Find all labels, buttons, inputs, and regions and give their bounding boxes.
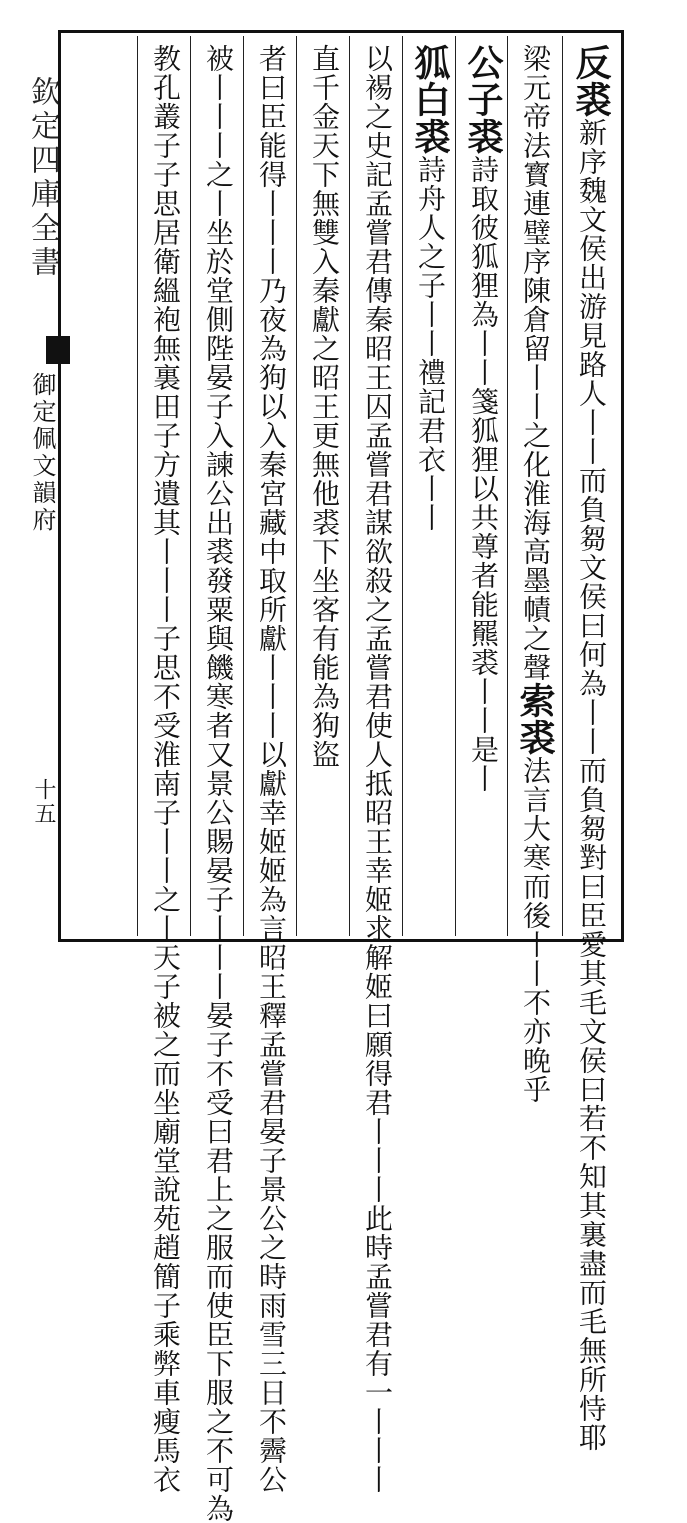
entry-text: 梁元帝法寳連璧序陳倉留丨丨之化淮海高墨幘之聲 bbox=[519, 44, 552, 682]
text-column bbox=[142, 44, 188, 1494]
text-column bbox=[568, 44, 614, 1452]
entry-heading: 索裘 bbox=[514, 682, 556, 756]
entry-heading: 反裘 bbox=[570, 44, 612, 118]
margin-header: 欽定四庫全書 bbox=[25, 76, 60, 280]
text-column bbox=[460, 44, 506, 924]
entry-text: 以裼之史記孟嘗君傳秦昭王囚孟嘗君謀欲殺之孟嘗君使人抵昭王幸姬求解姬曰願得君丨丨丨此時孟嘗君有一丨丨丨 bbox=[361, 44, 394, 1494]
text-column bbox=[195, 44, 241, 1523]
entry-text: 詩舟人之子丨丨禮記君衣丨丨 bbox=[414, 155, 447, 532]
entry-text: 者曰臣能得丨丨丨乃夜為狗以入秦宮藏中取所獻丨丨丨以獻幸姬姬為言昭王釋孟嘗君晏子景公之時雨雪三日不霽公 bbox=[255, 44, 288, 1494]
entry-text: 教孔叢子子思居衛縕袍無裏田子方遺其丨丨丨子思不受淮南子丨丨之丨天子被之而坐廟堂說苑趙簡子乘弊車瘦馬衣 bbox=[149, 44, 182, 1494]
entry-heading: 狐白裘 bbox=[409, 44, 451, 155]
column-rule bbox=[349, 36, 350, 936]
column-rule bbox=[137, 36, 138, 936]
column-rule bbox=[507, 36, 508, 936]
column-rule bbox=[190, 36, 191, 936]
entry-heading: 公子裘 bbox=[462, 44, 504, 155]
entry-text: 新序魏文侯出游見路人丨丨而負芻文侯曰何為丨丨而負芻對曰臣愛其毛文侯曰若不知其裏盡而毛無所恃耶 bbox=[575, 118, 608, 1452]
column-rule bbox=[296, 36, 297, 936]
entry-text: 法言大寒而後丨丨不亦晚乎 bbox=[519, 756, 552, 1104]
entry-text: 直千金天下無雙入秦獻之昭王更無他裘下坐客有能為狗盜 bbox=[308, 44, 341, 769]
column-rule bbox=[243, 36, 244, 936]
column-rule bbox=[455, 36, 456, 936]
text-column bbox=[248, 44, 294, 1494]
text-column bbox=[301, 44, 347, 924]
entry-text: 詩取彼狐狸為丨丨箋狐狸以共尊者能羆裘丨丨是丨 bbox=[467, 155, 500, 793]
entry-text: 被丨丨丨之丨坐於堂側陛晏子入諫公出裘發粟與饑寒者又景公賜晏子丨丨丨晏子不受曰君上之服而使臣下服之不可為 bbox=[202, 44, 235, 1523]
page-margin bbox=[10, 36, 60, 936]
column-rule bbox=[402, 36, 403, 936]
margin-book-title: 御定佩文韻府 bbox=[28, 372, 56, 534]
text-column bbox=[354, 44, 400, 1494]
text-column bbox=[512, 44, 558, 1104]
text-column bbox=[407, 44, 453, 924]
folio-number: 十五 bbox=[31, 778, 56, 826]
column-rule bbox=[562, 36, 563, 936]
